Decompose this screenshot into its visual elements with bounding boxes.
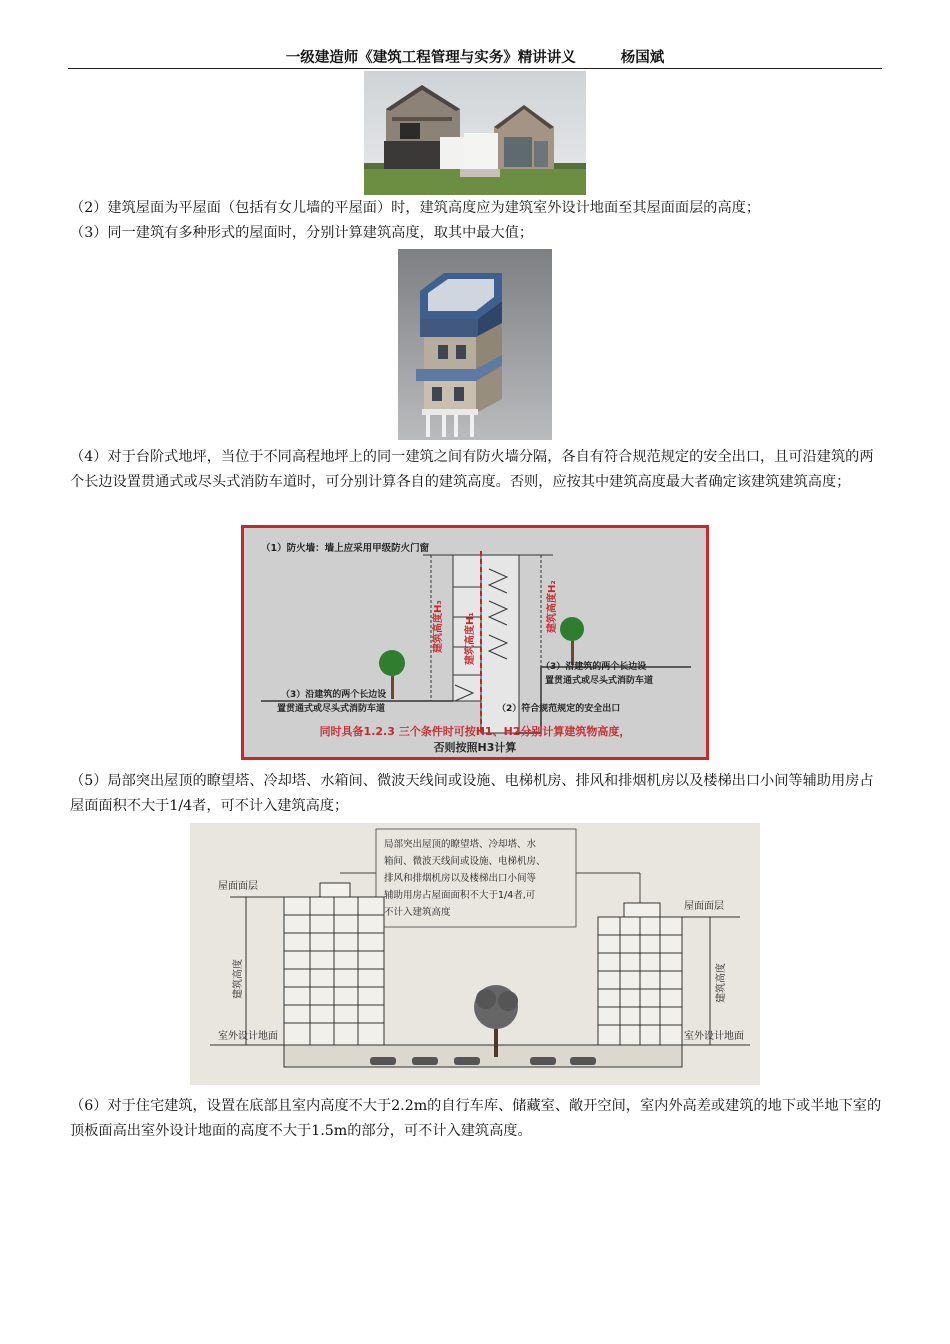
note-line: 不计入建筑高度 (384, 907, 451, 918)
right-ground-label: 室外设计地面 (684, 1031, 744, 1042)
stepped-terrain-diagram (241, 525, 709, 760)
caption-line-1: 同时具备1.2.3 三个条件时可按H1、H2分别计算建筑物高度， (319, 725, 631, 738)
label-h3: 建筑高度H₃ (433, 600, 444, 653)
right-building (598, 903, 682, 1045)
rooftop-structure-section (190, 823, 760, 1085)
paragraph-3: （3）同一建筑有多种形式的屋面时，分别计算建筑高度，取其中最大值； (70, 225, 534, 241)
left-roof-label: 屋面面层 (218, 881, 258, 892)
page-header (68, 46, 882, 69)
label-lane-left-1: （3）沿建筑的两个长边设 (281, 690, 387, 700)
paragraph-4: （4）对于台阶式地坪，当位于不同高程地坪上的同一建筑之间有防火墙分隔，各自有符合规范规定的安全出口，且可沿建筑的两个长边设置贯通式或尽头式消防车道时，可分别计算各自的建筑高度。否则，应按其中建筑高度最大者确定该建筑建筑高度； (70, 449, 874, 490)
gabled-house-photo (364, 71, 586, 195)
note-line: 辅助用房占屋面面积不大于1/4者,可 (384, 890, 536, 901)
paragraph-6: （6）对于住宅建筑，设置在底部且室内高度不大于2.2m的自行车库、储藏室、敞开空间，室内外高差或建筑的地下或半地下室的顶板面高出室外设计地面的高度不大于1.5m的部分，可不计入建筑高度。 (70, 1098, 882, 1139)
label-firewall: （1）防火墙：墙上应采用甲级防火门窗 (261, 543, 430, 554)
left-ground-label: 室外设计地面 (218, 1031, 278, 1042)
left-building (284, 883, 384, 1045)
left-height-label: 建筑高度 (233, 959, 244, 999)
header-author: 杨国斌 (620, 50, 665, 66)
note-line: 箱间、微波天线间或设施、电梯机房、 (384, 856, 546, 867)
label-h2: 建筑高度H₂ (547, 580, 558, 633)
paragraph-5: （5）局部突出屋顶的瞭望塔、冷却塔、水箱间、微波天线间或设施、电梯机房、排风和排烟机房以及楼梯出口小间等辅助用房占屋面面积不大于1/4者，可不计入建筑高度； (70, 773, 874, 814)
right-roof-label: 屋面面层 (684, 901, 724, 912)
label-h1: 建筑高度H₁ (465, 612, 476, 665)
label-exit: （2）符合规范规定的安全出口 (497, 704, 621, 714)
label-lane-left-2: 置贯通式或尽头式消防车道 (277, 704, 386, 714)
right-height-label: 建筑高度 (716, 963, 727, 1003)
multi-roof-villa-render (398, 249, 552, 440)
label-lane-right-2: 置贯通式或尽头式消防车道 (545, 676, 654, 686)
paragraph-2: （2）建筑屋面为平屋面（包括有女儿墙的平屋面）时，建筑高度应为建筑室外设计地面至其屋面面层的高度； (70, 200, 761, 216)
note-line: 排风和排烟机房以及楼梯出口小间等 (384, 873, 537, 884)
label-lane-right-1: （3）沿建筑的两个长边设 (541, 662, 647, 672)
caption-line-2: 否则按照H3计算 (433, 741, 517, 754)
note-line: 局部突出屋顶的瞭望塔、冷却塔、水 (384, 839, 537, 850)
header-title: 一级建造师《建筑工程管理与实务》精讲讲义 (285, 50, 576, 66)
